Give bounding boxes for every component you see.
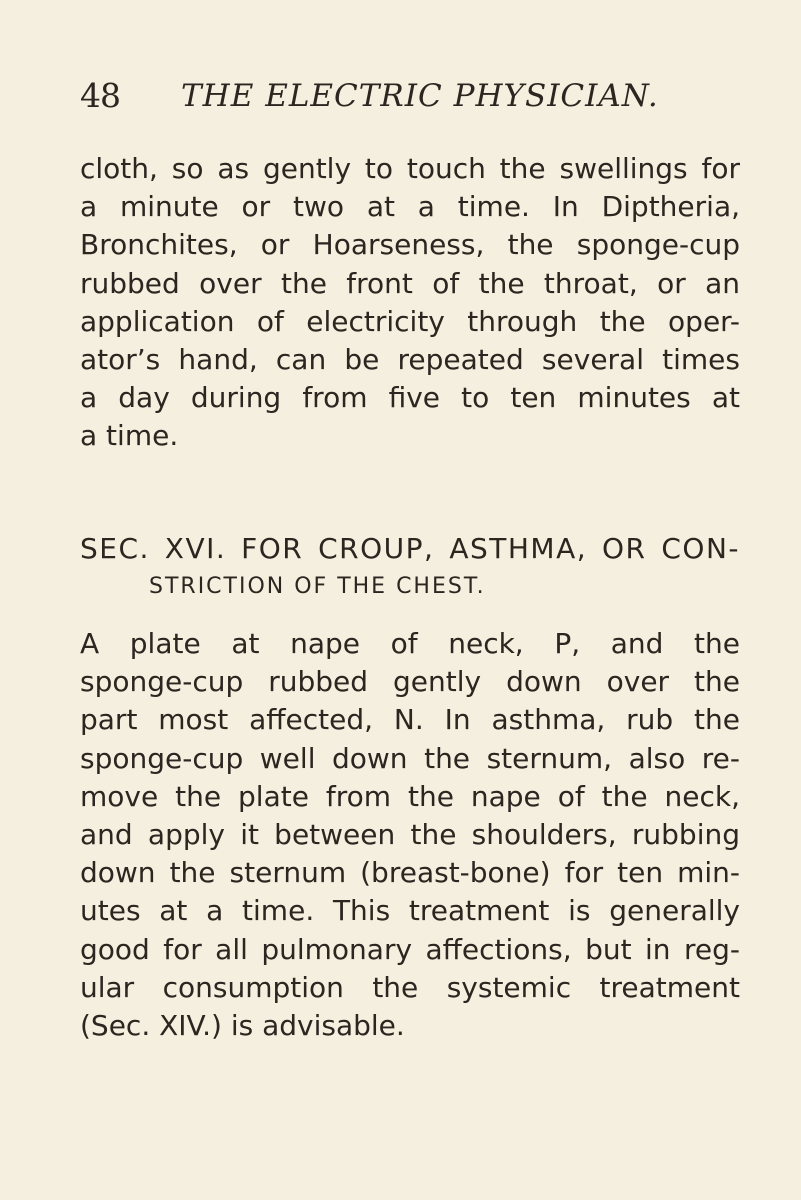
text-line: application of electricity through the oper- xyxy=(80,304,740,338)
text-line: rubbed over the front of the throat, or an xyxy=(80,266,740,300)
text-line: a minute or two at a time. In Diptheria, xyxy=(80,190,740,224)
page-number: 48 xyxy=(80,76,120,115)
text-line: move the plate from the nape of the neck, xyxy=(80,779,740,813)
text-line: a time. xyxy=(80,419,179,453)
heading-line: SEC. XVI. FOR CROUP, ASTHMA, OR CON- xyxy=(80,532,740,565)
running-title: THE ELECTRIC PHYSICIAN. xyxy=(181,78,659,114)
text-line: and apply it between the shoulders, rubbing xyxy=(80,817,740,851)
text-line: ator’s hand, can be repeated several times xyxy=(80,342,740,376)
text-line: Bronchites, or Hoarseness, the sponge-cup xyxy=(80,228,740,262)
running-head xyxy=(80,78,760,118)
text-line: cloth, so as gently to touch the swellings for xyxy=(80,152,740,185)
text-line: part most affected, N. In asthma, rub the xyxy=(80,703,740,737)
text-line: ular consumption the systemic treatment xyxy=(80,970,740,1004)
heading-line: STRICTION OF THE CHEST. xyxy=(149,574,486,599)
text-line: down the sternum (breast-bone) for ten min- xyxy=(80,856,740,890)
section-paragraph xyxy=(80,625,740,1045)
text-line: sponge-cup well down the sternum, also re- xyxy=(80,741,740,775)
paragraph-continuation xyxy=(80,150,740,456)
text-line: a day during from five to ten minutes at xyxy=(80,381,740,415)
text-line: utes at a time. This treatment is generally xyxy=(80,894,740,928)
section-heading xyxy=(80,530,740,606)
text-line: (Sec. XIV.) is advisable. xyxy=(80,1008,405,1042)
text-line: good for all pulmonary affections, but in reg- xyxy=(80,932,740,966)
text-line: A plate at nape of neck, P, and the xyxy=(80,627,740,660)
text-line: sponge-cup rubbed gently down over the xyxy=(80,665,740,699)
